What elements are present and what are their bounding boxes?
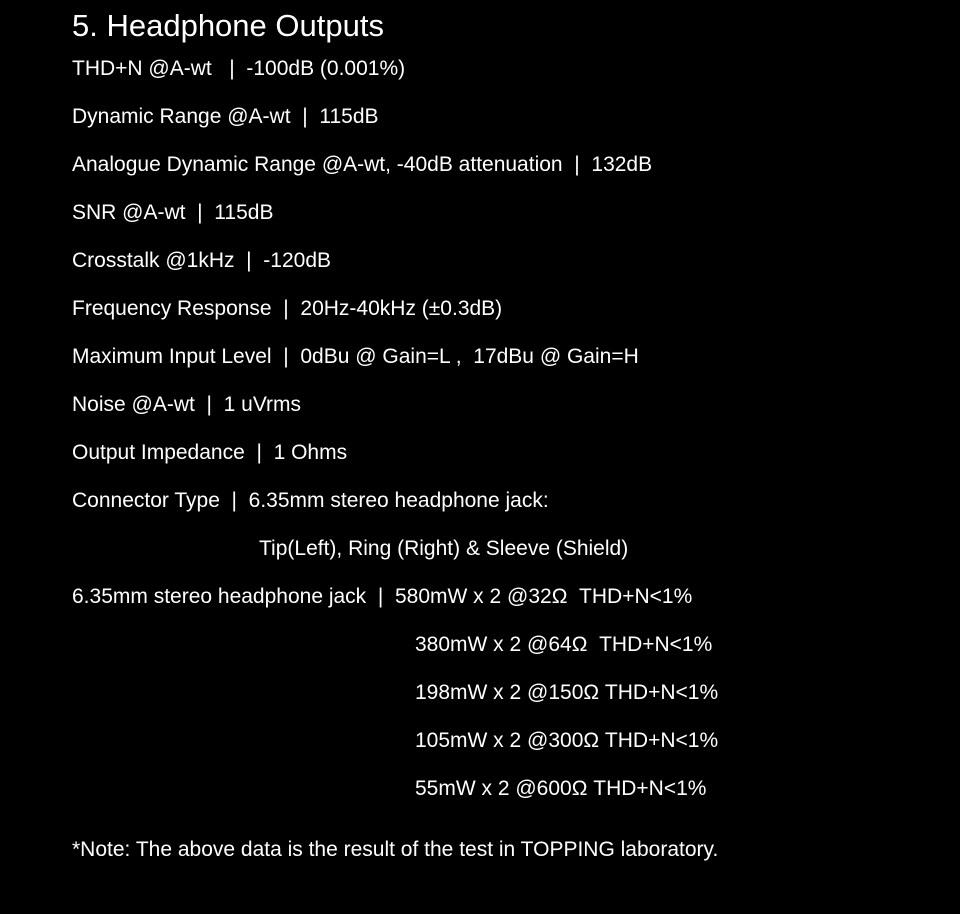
spec-dynamic-range: Dynamic Range @A-wt | 115dB: [72, 105, 379, 128]
footnote: *Note: The above data is the result of the test in TOPPING laboratory.: [72, 838, 719, 861]
spec-snr: SNR @A-wt | 115dB: [72, 201, 274, 224]
spec-power-output-300ohm: 105mW x 2 @300Ω THD+N<1%: [415, 729, 719, 752]
spec-power-output-64ohm: 380mW x 2 @64Ω THD+N<1%: [415, 633, 713, 656]
spec-frequency-response: Frequency Response | 20Hz-40kHz (±0.3dB): [72, 297, 503, 320]
spec-power-output: 6.35mm stereo headphone jack | 580mW x 2 @32Ω THD+N<1%: [72, 585, 693, 608]
spec-output-impedance: Output Impedance | 1 Ohms: [72, 441, 348, 464]
spec-power-output-150ohm: 198mW x 2 @150Ω THD+N<1%: [415, 681, 719, 704]
spec-thd-n: THD+N @A-wt | -100dB (0.001%): [72, 57, 406, 80]
spec-crosstalk: Crosstalk @1kHz | -120dB: [72, 249, 332, 272]
page-title: 5. Headphone Outputs: [72, 8, 384, 43]
spec-power-output-600ohm: 55mW x 2 @600Ω THD+N<1%: [415, 777, 707, 800]
spec-analogue-dynamic-range: Analogue Dynamic Range @A-wt, -40dB attenuation | 132dB: [72, 153, 653, 176]
spec-connector-continuation: Tip(Left), Ring (Right) & Sleeve (Shield): [259, 537, 629, 560]
spec-connector-type: Connector Type | 6.35mm stereo headphone jack:: [72, 489, 549, 512]
spec-noise: Noise @A-wt | 1 uVrms: [72, 393, 302, 416]
spec-max-input-level: Maximum Input Level | 0dBu @ Gain=L , 17dBu @ Gain=H: [72, 345, 639, 368]
